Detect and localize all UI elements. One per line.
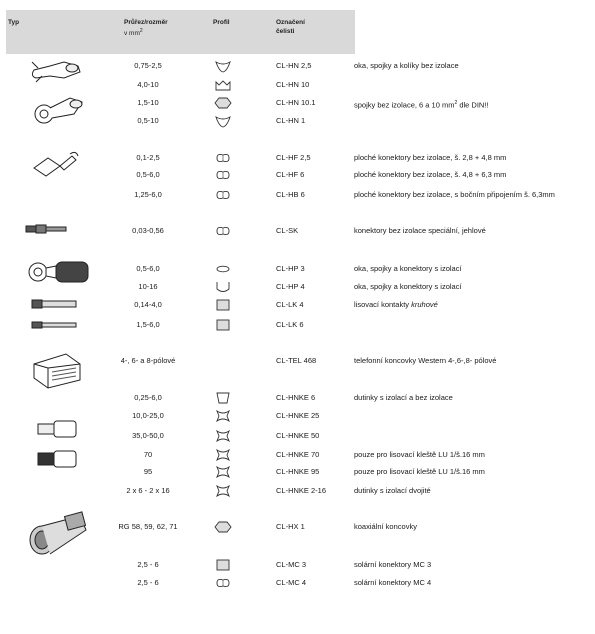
row-size: 0,1-2,5 bbox=[136, 153, 160, 162]
row-jaw-code: CL-LK 6 bbox=[276, 320, 304, 329]
row-note: koaxiální koncovky bbox=[354, 522, 417, 531]
header-code-line2: čelisti bbox=[276, 28, 295, 35]
hourglass-icon bbox=[214, 448, 232, 462]
row-jaw-code: CL-HX 1 bbox=[276, 522, 305, 531]
row-note: dutinky s izolací a bez izolace bbox=[354, 393, 453, 402]
row-size: 10,0-25,0 bbox=[132, 411, 164, 420]
row-size: 0,5-6,0 bbox=[136, 264, 160, 273]
table-row bbox=[0, 446, 595, 464]
row-size: 4-, 6- a 8-pólové bbox=[120, 356, 176, 365]
table-row bbox=[0, 518, 595, 536]
hourglass-icon bbox=[214, 409, 232, 423]
row-jaw-code: CL-HN 1 bbox=[276, 116, 306, 125]
header-type: Typ bbox=[8, 19, 20, 26]
row-size: 2,5 - 6 bbox=[137, 560, 159, 569]
double-round-icon bbox=[214, 224, 232, 238]
row-size: 2 x 6 - 2 x 16 bbox=[126, 486, 170, 495]
row-note: solární konektory MC 4 bbox=[354, 578, 432, 587]
hourglass-icon bbox=[214, 465, 232, 479]
row-jaw-code: CL-HN 10.1 bbox=[276, 98, 316, 107]
hourglass-icon bbox=[214, 429, 232, 443]
u-shape-icon bbox=[214, 280, 232, 294]
row-note: ploché konektory bez izolace, s bočním připojením š. 6,3mm bbox=[354, 190, 555, 199]
hourglass-icon bbox=[214, 484, 232, 498]
double-round-icon bbox=[214, 151, 232, 165]
row-jaw-code: CL-HNKE 2-16 bbox=[276, 486, 327, 495]
row-jaw-code: CL-HNKE 50 bbox=[276, 431, 320, 440]
table-row bbox=[0, 186, 595, 204]
header-size-line2: v $mm^2$ bbox=[124, 28, 143, 38]
row-size: 1,5-6,0 bbox=[136, 320, 160, 329]
double-round-icon bbox=[214, 168, 232, 182]
row-size: 0,75-2,5 bbox=[134, 61, 162, 70]
row-size: 10-16 bbox=[138, 282, 158, 291]
row-size: 4,0-10 bbox=[137, 80, 159, 89]
row-jaw-code: CL-HF 6 bbox=[276, 170, 305, 179]
row-jaw-code: CL-HNKE 6 bbox=[276, 393, 316, 402]
table-row bbox=[0, 149, 595, 167]
row-size: 35,0-50,0 bbox=[132, 431, 164, 440]
row-jaw-code: CL-HN 2,5 bbox=[276, 61, 312, 70]
row-note: oka, spojky a kolíky bez izolace bbox=[354, 61, 459, 70]
table-row bbox=[0, 278, 595, 296]
square-icon bbox=[214, 318, 232, 332]
table-row bbox=[0, 260, 595, 278]
row-note: konektory bez izolace speciální, jehlové bbox=[354, 226, 486, 235]
trapezoid-icon bbox=[214, 391, 232, 405]
header-code-line1: Označení bbox=[276, 19, 305, 26]
table-row bbox=[0, 166, 595, 184]
row-jaw-code: CL-HB 6 bbox=[276, 190, 305, 199]
row-size: RG 58, 59, 62, 71 bbox=[118, 522, 178, 531]
row-jaw-code: CL-HNKE 25 bbox=[276, 411, 320, 420]
row-size: 2,5 - 6 bbox=[137, 578, 159, 587]
row-note: ploché konektory bez izolace, š. 4,8 + 6,3 mm bbox=[354, 170, 507, 179]
crown-icon bbox=[214, 78, 232, 92]
row-jaw-code: CL-HN 10 bbox=[276, 80, 310, 89]
ellipse-icon bbox=[214, 262, 232, 276]
row-size: 0,03-0,56 bbox=[132, 226, 164, 235]
table-row bbox=[0, 112, 595, 130]
header-profile: Profil bbox=[213, 19, 230, 26]
row-size: 0,25-6,0 bbox=[134, 393, 162, 402]
row-note: spojky bez izolace, 6 a 10 $mm^2$ dle DIN!! bbox=[354, 100, 489, 110]
row-note: ploché konektory bez izolace, š. 2,8 + 4,8 mm bbox=[354, 153, 507, 162]
header-size-line1: Průřez/rozměr bbox=[124, 19, 168, 26]
row-size: 1,25-6,0 bbox=[134, 190, 162, 199]
hexagon-icon bbox=[214, 520, 232, 534]
row-note: lisovací kontakty kruhové bbox=[354, 300, 438, 309]
table-row bbox=[0, 482, 595, 500]
double-round-icon bbox=[214, 188, 232, 202]
table-row bbox=[0, 463, 595, 481]
v-notch-icon bbox=[214, 114, 232, 128]
row-jaw-code: CL-HF 2,5 bbox=[276, 153, 311, 162]
row-jaw-code: CL-HP 4 bbox=[276, 282, 305, 291]
row-note: oka, spojky a konektory s izolací bbox=[354, 282, 462, 291]
table-row bbox=[0, 407, 595, 425]
table-row bbox=[0, 556, 595, 574]
row-jaw-code: CL-SK bbox=[276, 226, 299, 235]
row-note: pouze pro lisovací kleště LU 1/š.16 mm bbox=[354, 450, 485, 459]
row-note: telefonní koncovky Western 4-,6-,8- pólové bbox=[354, 356, 497, 365]
row-note: dutinky s izolací dvojité bbox=[354, 486, 431, 495]
row-size: 0,5-10 bbox=[137, 116, 159, 125]
row-jaw-code: CL-LK 4 bbox=[276, 300, 304, 309]
row-jaw-code: CL-HNKE 70 bbox=[276, 450, 320, 459]
row-size: 0,14-4,0 bbox=[134, 300, 162, 309]
square-icon bbox=[214, 558, 232, 572]
v-notch-icon bbox=[214, 59, 232, 73]
table-row bbox=[0, 316, 595, 334]
double-round-icon bbox=[214, 576, 232, 590]
table-row bbox=[0, 222, 595, 240]
table-row bbox=[0, 352, 595, 370]
row-size: 95 bbox=[143, 467, 153, 476]
table-row bbox=[0, 574, 595, 592]
row-jaw-code: CL-MC 4 bbox=[276, 578, 307, 587]
row-note: solární konektory MC 3 bbox=[354, 560, 432, 569]
row-note: oka, spojky a konektory s izolací bbox=[354, 264, 462, 273]
row-size: 70 bbox=[143, 450, 153, 459]
table-row bbox=[0, 94, 595, 112]
table-header bbox=[6, 10, 355, 54]
row-size: 0,5-6,0 bbox=[136, 170, 160, 179]
table-row bbox=[0, 76, 595, 94]
row-note: pouze pro lisovací kleště LU 1/š.16 mm bbox=[354, 467, 485, 476]
table-row bbox=[0, 57, 595, 75]
table-row bbox=[0, 427, 595, 445]
table-row bbox=[0, 296, 595, 314]
row-jaw-code: CL-HNKE 95 bbox=[276, 467, 320, 476]
row-size: 1,5-10 bbox=[137, 98, 159, 107]
hexagon-icon bbox=[214, 96, 232, 110]
row-jaw-code: CL-TEL 468 bbox=[276, 356, 317, 365]
row-jaw-code: CL-HP 3 bbox=[276, 264, 305, 273]
row-jaw-code: CL-MC 3 bbox=[276, 560, 307, 569]
square-icon bbox=[214, 298, 232, 312]
table-row bbox=[0, 389, 595, 407]
